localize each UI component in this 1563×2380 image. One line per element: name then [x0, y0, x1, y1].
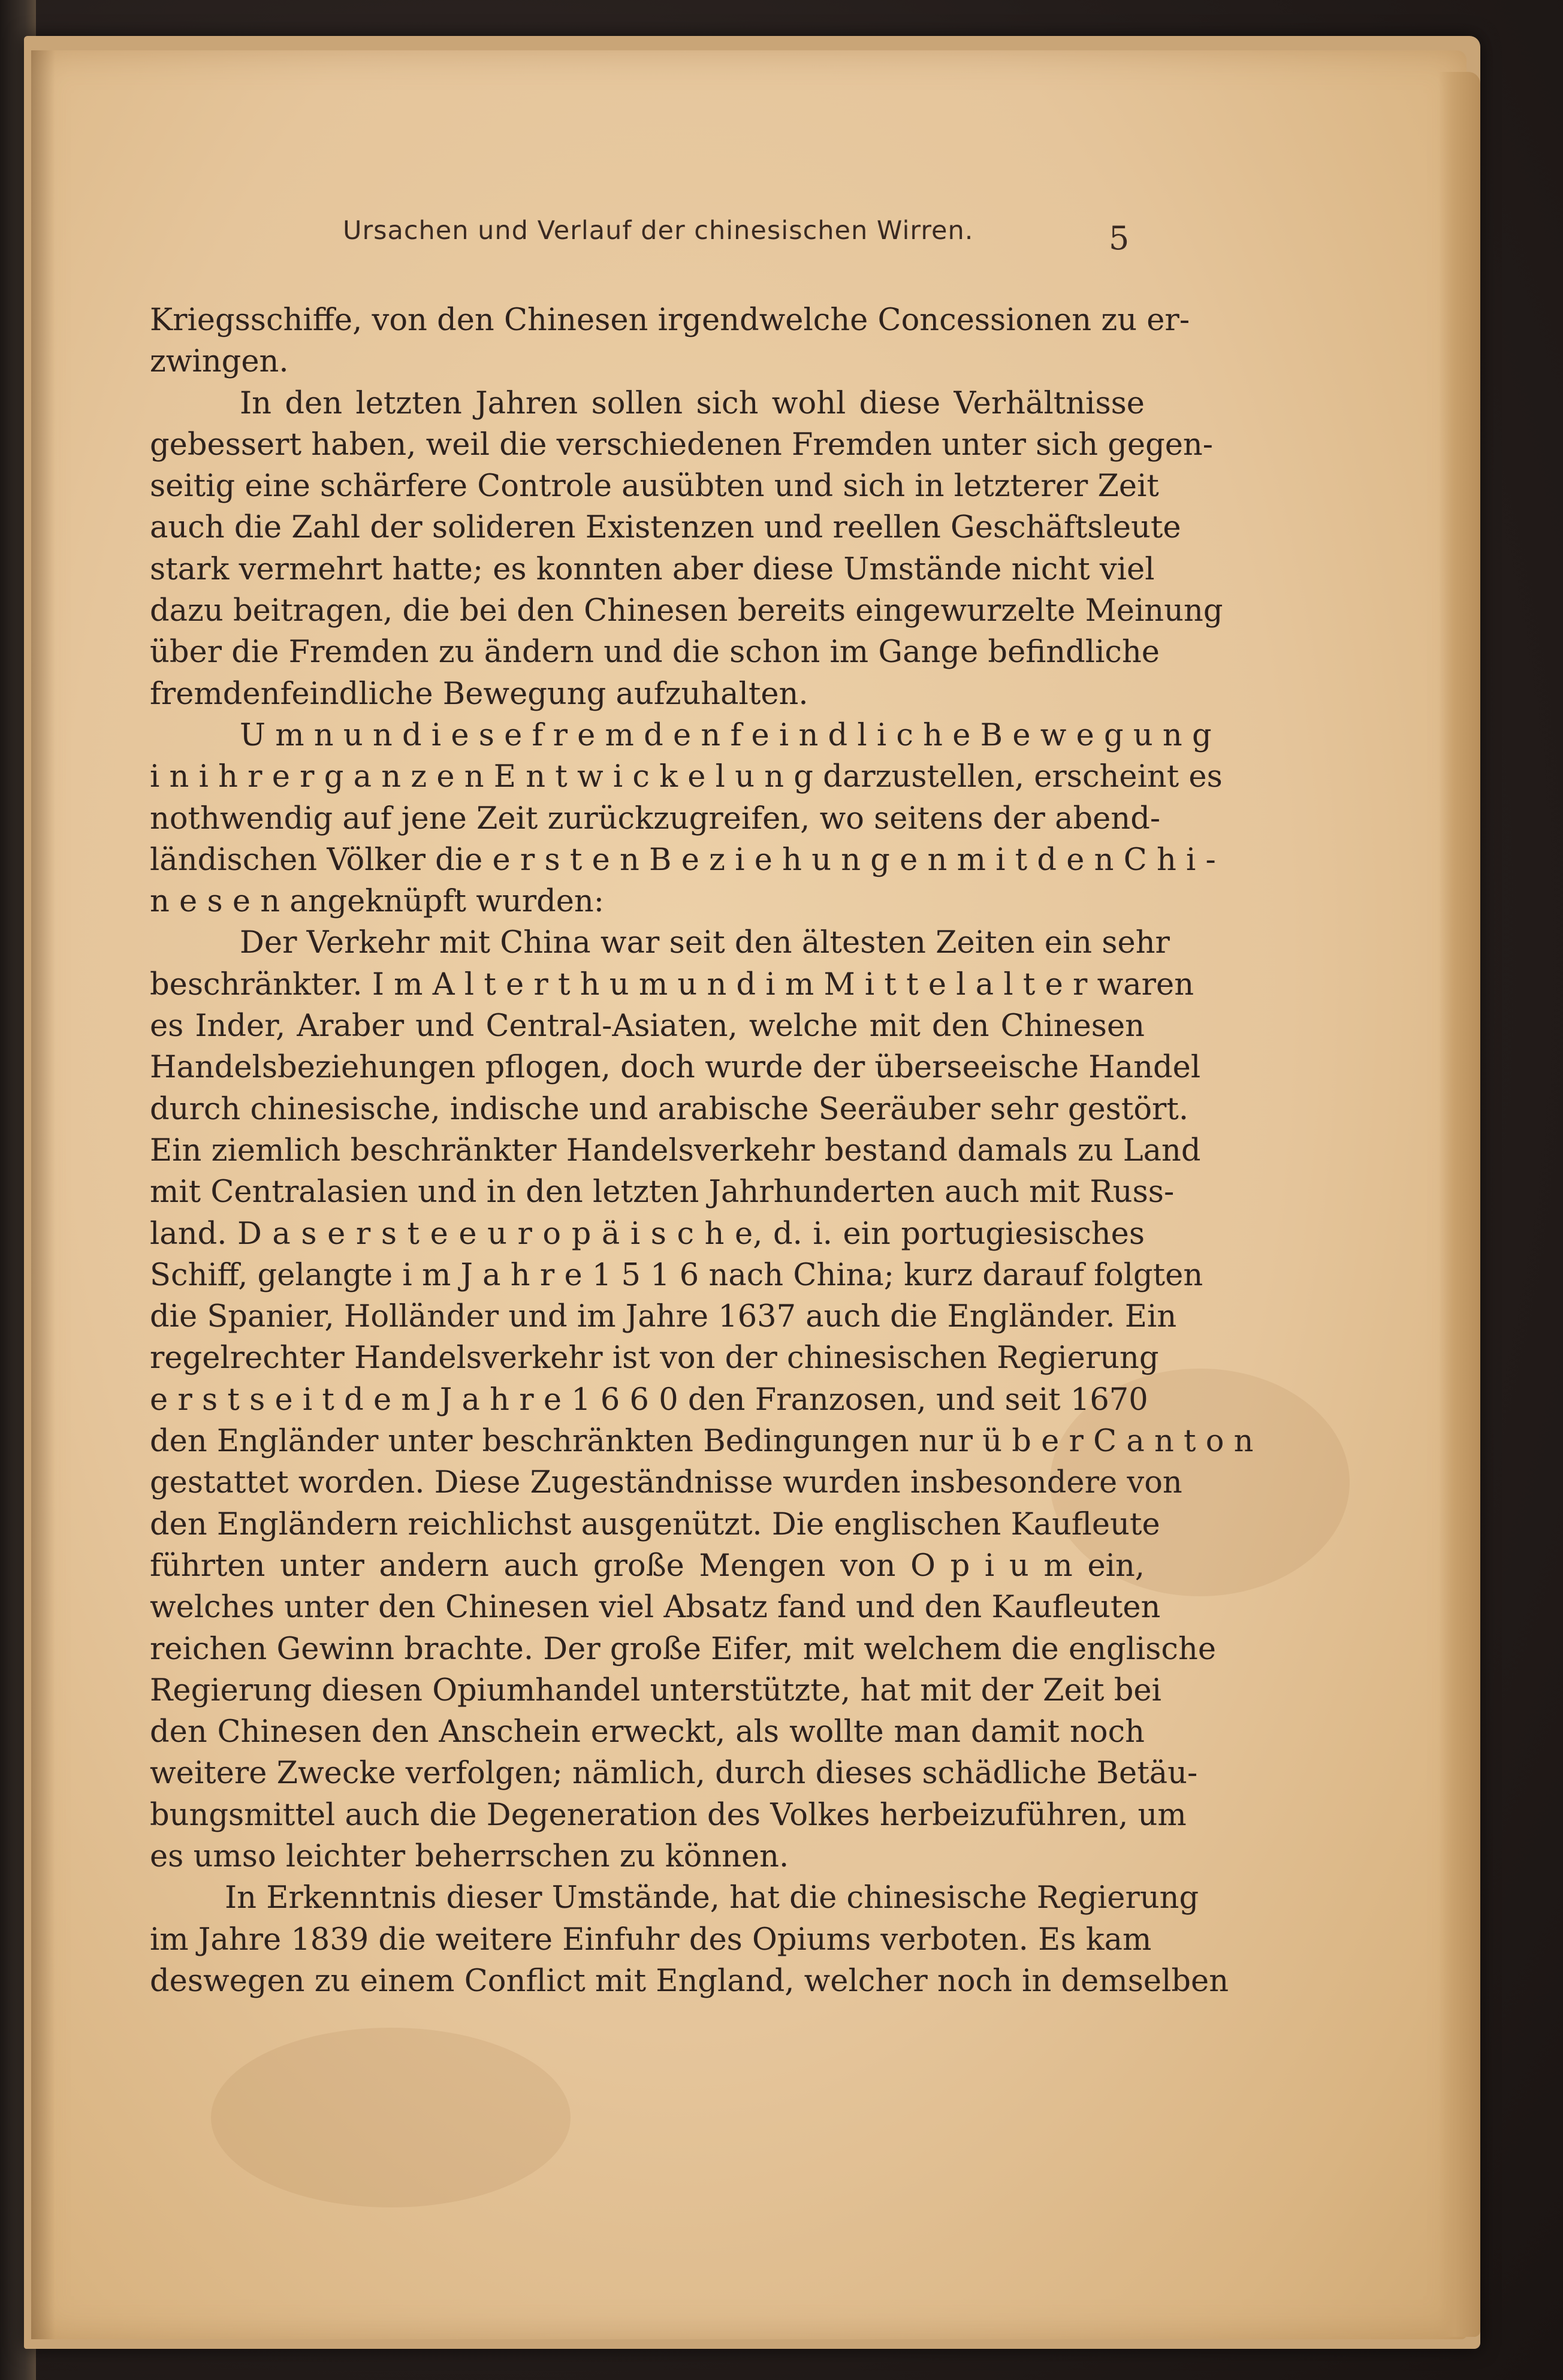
text-line: e r s t s e i t d e m J a h r e 1 6 6 0 den Franzosen, und seit 1670	[150, 1382, 1148, 1418]
text-line: auch die Zahl der solideren Existenzen und reellen Geschäftsleute	[150, 510, 1181, 546]
text-line: gebessert haben, weil die verschiedenen Fremden unter sich gegen-	[150, 427, 1213, 463]
text-line: den Engländer unter beschränkten Bedingungen nur ü b e r C a n t o n	[150, 1424, 1254, 1460]
text-line: über die Fremden zu ändern und die schon im Gange befindliche	[150, 635, 1160, 670]
text-line: Schiff, gelangte i m J a h r e 1 5 1 6 nach China; kurz darauf folgten	[150, 1257, 1203, 1293]
text-line: es Inder, Araber und Central-Asiaten, welche mit den Chinesen	[150, 1008, 1145, 1044]
text-line: regelrechter Handelsverkehr ist von der chinesischen Regierung	[150, 1340, 1159, 1376]
text-line: fremdenfeindliche Bewegung aufzuhalten.	[150, 676, 808, 712]
text-line: durch chinesische, indische und arabische Seeräuber sehr gestört.	[150, 1091, 1189, 1127]
text-line: In Erkenntnis dieser Umstände, hat die chinesische Regierung	[225, 1880, 1199, 1916]
text-line: In den letzten Jahren sollen sich wohl diese Verhältnisse	[240, 385, 1145, 421]
text-line: deswegen zu einem Conflict mit England, welcher noch in demselben	[150, 1963, 1229, 1999]
text-line: dazu beitragen, die bei den Chinesen bereits eingewurzelte Meinung	[150, 593, 1223, 629]
text-line: stark vermehrt hatte; es konnten aber diese Umstände nicht viel	[150, 551, 1155, 587]
paper-stain	[211, 2028, 571, 2207]
text-line: n e s e n angeknüpft wurden:	[150, 884, 604, 920]
page-binding-shadow	[31, 50, 55, 2339]
text-line: Der Verkehr mit China war seit den ältesten Zeiten ein sehr	[240, 925, 1170, 961]
text-line: den Engländern reichlichst ausgenützt. Die englischen Kaufleute	[150, 1506, 1160, 1542]
text-line: land. D a s e r s t e e u r o p ä i s c h e, d. i. ein portugiesisches	[150, 1216, 1145, 1252]
page-edge	[1438, 72, 1480, 2337]
text-line: den Chinesen den Anschein erweckt, als wollte man damit noch	[150, 1714, 1145, 1750]
text-line: mit Centralasien und in den letzten Jahrhunderten auch mit Russ-	[150, 1174, 1175, 1210]
text-line: Ein ziemlich beschränkter Handelsverkehr bestand damals zu Land	[150, 1132, 1201, 1168]
text-line: beschränkter. I m A l t e r t h u m u n d i m M i t t e l a l t e r waren	[150, 967, 1194, 1002]
text-line: reichen Gewinn brachte. Der große Eifer, mit welchem die englische	[150, 1631, 1216, 1667]
text-line: seitig eine schärfere Controle ausübten und sich in letzterer Zeit	[150, 469, 1159, 505]
text-line: weitere Zwecke verfolgen; nämlich, durch dieses schädliche Betäu-	[150, 1756, 1198, 1792]
text-line: zwingen.	[150, 344, 289, 380]
text-line: die Spanier, Holländer und im Jahre 1637 auch die Engländer. Ein	[150, 1299, 1177, 1335]
text-line: Handelsbeziehungen pflogen, doch wurde der überseeische Handel	[150, 1050, 1201, 1086]
text-line: gestattet worden. Diese Zugeständnisse wurden insbesondere von	[150, 1465, 1182, 1501]
text-line: führten unter andern auch große Mengen von O p i u m ein,	[150, 1548, 1145, 1584]
page-number: 5	[1109, 219, 1130, 257]
text-line: welches unter den Chinesen viel Absatz fand und den Kaufleuten	[150, 1590, 1161, 1626]
text-line: im Jahre 1839 die weitere Einfuhr des Opiums verboten. Es kam	[150, 1922, 1152, 1958]
text-line: Kriegsschiffe, von den Chinesen irgendwelche Concessionen zu er-	[150, 303, 1190, 338]
text-line: bungsmittel auch die Degeneration des Volkes herbeizuführen, um	[150, 1797, 1187, 1833]
running-head: Ursachen und Verlauf der chinesischen Wirren.	[343, 216, 974, 246]
text-line: es umso leichter beherrschen zu können.	[150, 1838, 789, 1874]
text-line: i n i h r e r g a n z e n E n t w i c k e l u n g darzustellen, erscheint es	[150, 759, 1223, 795]
text-line: U m n u n d i e s e f r e m d e n f e i n d l i c h e B e w e g u n g	[240, 717, 1212, 753]
text-line: Regierung diesen Opiumhandel unterstützte, hat mit der Zeit bei	[150, 1672, 1161, 1708]
text-line: nothwendig auf jene Zeit zurückzugreifen, wo seitens der abend-	[150, 801, 1161, 836]
body-text	[150, 300, 1254, 2002]
text-line: ländischen Völker die e r s t e n B e z i e h u n g e n m i t d e n C h i -	[150, 842, 1216, 878]
